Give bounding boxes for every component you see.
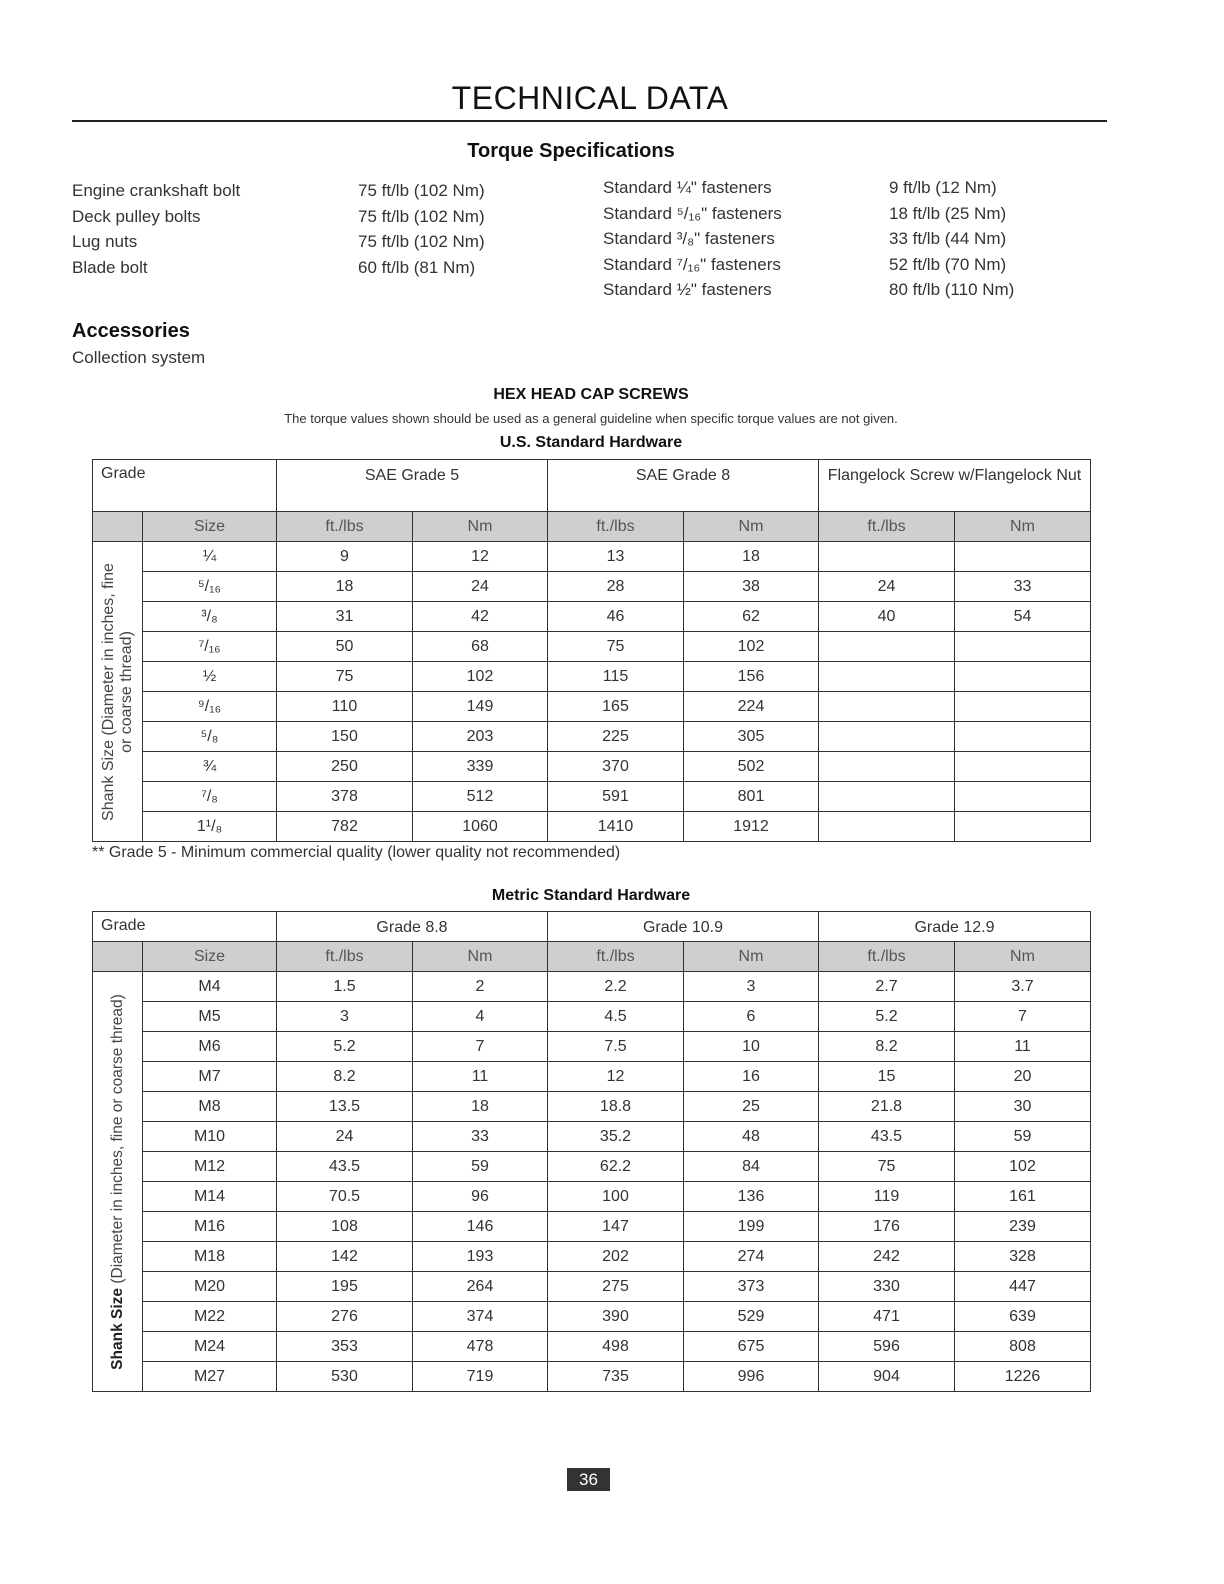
group-header-grade-8-8: Grade 8.8 bbox=[277, 912, 548, 942]
table-row bbox=[93, 632, 1091, 662]
size-cell: M5 bbox=[143, 1002, 277, 1032]
value-cell: 276 bbox=[277, 1302, 413, 1332]
subheader-nm: Nm bbox=[684, 512, 819, 542]
value-cell: 339 bbox=[413, 752, 548, 782]
value-cell bbox=[955, 542, 1091, 572]
value-cell: 40 bbox=[819, 602, 955, 632]
size-cell: M4 bbox=[143, 972, 277, 1002]
shank-size-side-label bbox=[93, 972, 143, 1392]
subheader-size: Size bbox=[143, 512, 277, 542]
value-cell: 156 bbox=[684, 662, 819, 692]
value-cell: 471 bbox=[819, 1302, 955, 1332]
size-cell: ⁹/₁₆ bbox=[143, 692, 277, 722]
value-cell bbox=[819, 662, 955, 692]
value-cell: 12 bbox=[413, 542, 548, 572]
value-cell: 33 bbox=[955, 572, 1091, 602]
table-row bbox=[93, 1002, 1091, 1032]
value-cell: 242 bbox=[819, 1242, 955, 1272]
torque-label: Standard ¼" fasteners bbox=[603, 178, 772, 197]
value-cell: 48 bbox=[684, 1122, 819, 1152]
value-cell: 904 bbox=[819, 1362, 955, 1392]
value-cell: 42 bbox=[413, 602, 548, 632]
value-cell: 8.2 bbox=[277, 1062, 413, 1092]
table-row bbox=[93, 812, 1091, 842]
value-cell: 378 bbox=[277, 782, 413, 812]
value-cell: 202 bbox=[548, 1242, 684, 1272]
torque-value: 75 ft/lb (102 Nm) bbox=[358, 232, 485, 251]
value-cell: 84 bbox=[684, 1152, 819, 1182]
torque-value: 18 ft/lb (25 Nm) bbox=[889, 203, 1007, 223]
shank-size-side-label bbox=[93, 542, 143, 842]
value-cell: 996 bbox=[684, 1362, 819, 1392]
group-header-sae-grade-5: SAE Grade 5 bbox=[277, 460, 548, 512]
table-row bbox=[93, 1152, 1091, 1182]
table-row bbox=[93, 1062, 1091, 1092]
value-cell: 115 bbox=[548, 662, 684, 692]
value-cell: 102 bbox=[955, 1152, 1091, 1182]
size-cell: ⁷/₁₆ bbox=[143, 632, 277, 662]
accessory-item: Collection system bbox=[72, 348, 206, 367]
value-cell: 161 bbox=[955, 1182, 1091, 1212]
size-cell: ⁵/₁₆ bbox=[143, 572, 277, 602]
value-cell: 102 bbox=[684, 632, 819, 662]
value-cell: 54 bbox=[955, 602, 1091, 632]
value-cell: 33 bbox=[413, 1122, 548, 1152]
subheader-ftlbs: ft./lbs bbox=[277, 942, 413, 972]
accessories-heading: Accessories bbox=[72, 320, 190, 342]
value-cell bbox=[955, 782, 1091, 812]
table-row bbox=[93, 692, 1091, 722]
table-row bbox=[93, 1092, 1091, 1122]
value-cell bbox=[819, 752, 955, 782]
value-cell: 50 bbox=[277, 632, 413, 662]
value-cell: 529 bbox=[684, 1302, 819, 1332]
value-cell: 675 bbox=[684, 1332, 819, 1362]
value-cell: 374 bbox=[413, 1302, 548, 1332]
value-cell bbox=[955, 752, 1091, 782]
value-cell: 119 bbox=[819, 1182, 955, 1212]
subheader-nm: Nm bbox=[413, 512, 548, 542]
value-cell: 330 bbox=[819, 1272, 955, 1302]
value-cell bbox=[955, 692, 1091, 722]
table-row bbox=[93, 1332, 1091, 1362]
value-cell: 18 bbox=[684, 542, 819, 572]
torque-value: 75 ft/lb (102 Nm) bbox=[358, 206, 485, 226]
table-row bbox=[93, 752, 1091, 782]
table-row bbox=[93, 1302, 1091, 1332]
value-cell: 203 bbox=[413, 722, 548, 752]
value-cell bbox=[819, 812, 955, 842]
metric-torque-table bbox=[92, 911, 1091, 1392]
value-cell: 46 bbox=[548, 602, 684, 632]
value-cell: 225 bbox=[548, 722, 684, 752]
size-cell: M6 bbox=[143, 1032, 277, 1062]
value-cell: 2.7 bbox=[819, 972, 955, 1002]
torque-left-values bbox=[358, 178, 485, 280]
value-cell: 96 bbox=[413, 1182, 548, 1212]
table-row bbox=[93, 1362, 1091, 1392]
value-cell: 108 bbox=[277, 1212, 413, 1242]
value-cell: 13.5 bbox=[277, 1092, 413, 1122]
subheader-nm: Nm bbox=[684, 942, 819, 972]
group-header-sae-grade-8: SAE Grade 8 bbox=[548, 460, 819, 512]
value-cell: 373 bbox=[684, 1272, 819, 1302]
value-cell: 782 bbox=[277, 812, 413, 842]
table-row bbox=[93, 542, 1091, 572]
value-cell: 719 bbox=[413, 1362, 548, 1392]
size-cell: ⁵/₈ bbox=[143, 722, 277, 752]
value-cell bbox=[819, 782, 955, 812]
value-cell: 59 bbox=[955, 1122, 1091, 1152]
value-cell: 7 bbox=[955, 1002, 1091, 1032]
subheader-ftlbs: ft./lbs bbox=[819, 942, 955, 972]
value-cell: 639 bbox=[955, 1302, 1091, 1332]
table-row bbox=[93, 782, 1091, 812]
value-cell: 264 bbox=[413, 1272, 548, 1302]
page-number: 36 bbox=[567, 1468, 610, 1491]
value-cell bbox=[955, 722, 1091, 752]
value-cell: 102 bbox=[413, 662, 548, 692]
value-cell: 8.2 bbox=[819, 1032, 955, 1062]
value-cell: 370 bbox=[548, 752, 684, 782]
title-divider bbox=[72, 120, 1107, 122]
torque-value: 33 ft/lb (44 Nm) bbox=[889, 229, 1007, 248]
value-cell bbox=[955, 662, 1091, 692]
size-cell: M16 bbox=[143, 1212, 277, 1242]
value-cell: 305 bbox=[684, 722, 819, 752]
grade-footnote: ** Grade 5 - Minimum commercial quality (lower quality not recommended) bbox=[92, 844, 621, 861]
subheader-ftlbs: ft./lbs bbox=[277, 512, 413, 542]
value-cell: 353 bbox=[277, 1332, 413, 1362]
torque-label: Standard ³/₈" fasteners bbox=[603, 229, 775, 248]
table-row bbox=[93, 1182, 1091, 1212]
value-cell: 18.8 bbox=[548, 1092, 684, 1122]
value-cell: 43.5 bbox=[819, 1122, 955, 1152]
table-row bbox=[93, 722, 1091, 752]
value-cell: 591 bbox=[548, 782, 684, 812]
value-cell: 18 bbox=[277, 572, 413, 602]
value-cell: 447 bbox=[955, 1272, 1091, 1302]
value-cell: 12 bbox=[548, 1062, 684, 1092]
side-label-bold: Shank Size bbox=[108, 1287, 126, 1370]
value-cell: 24 bbox=[277, 1122, 413, 1152]
value-cell: 62.2 bbox=[548, 1152, 684, 1182]
value-cell bbox=[955, 632, 1091, 662]
value-cell: 478 bbox=[413, 1332, 548, 1362]
value-cell: 275 bbox=[548, 1272, 684, 1302]
value-cell: 4 bbox=[413, 1002, 548, 1032]
value-cell: 239 bbox=[955, 1212, 1091, 1242]
size-cell: M20 bbox=[143, 1272, 277, 1302]
size-cell: M12 bbox=[143, 1152, 277, 1182]
value-cell: 6 bbox=[684, 1002, 819, 1032]
value-cell: 9 bbox=[277, 542, 413, 572]
value-cell: 530 bbox=[277, 1362, 413, 1392]
value-cell bbox=[819, 542, 955, 572]
size-cell: M27 bbox=[143, 1362, 277, 1392]
group-header-grade-10-9: Grade 10.9 bbox=[548, 912, 819, 942]
grade-header: Grade bbox=[93, 460, 277, 512]
value-cell bbox=[819, 632, 955, 662]
value-cell: 3 bbox=[277, 1002, 413, 1032]
size-cell: ⁷/₈ bbox=[143, 782, 277, 812]
value-cell: 2 bbox=[413, 972, 548, 1002]
value-cell: 25 bbox=[684, 1092, 819, 1122]
size-cell: M7 bbox=[143, 1062, 277, 1092]
torque-value: 9 ft/lb (12 Nm) bbox=[889, 178, 997, 197]
table-row bbox=[93, 972, 1091, 1002]
value-cell: 38 bbox=[684, 572, 819, 602]
table-row bbox=[93, 662, 1091, 692]
value-cell: 502 bbox=[684, 752, 819, 782]
value-cell: 70.5 bbox=[277, 1182, 413, 1212]
subheader-ftlbs: ft./lbs bbox=[548, 512, 684, 542]
value-cell: 596 bbox=[819, 1332, 955, 1362]
value-cell: 59 bbox=[413, 1152, 548, 1182]
us-torque-table bbox=[92, 459, 1091, 842]
torque-label: Standard ⁵/₁₆" fasteners bbox=[603, 203, 782, 223]
hex-head-cap-screws-heading: HEX HEAD CAP SCREWS bbox=[493, 386, 689, 403]
value-cell: 5.2 bbox=[819, 1002, 955, 1032]
value-cell: 193 bbox=[413, 1242, 548, 1272]
value-cell: 136 bbox=[684, 1182, 819, 1212]
value-cell: 30 bbox=[955, 1092, 1091, 1122]
group-header-grade-12-9: Grade 12.9 bbox=[819, 912, 1091, 942]
value-cell: 512 bbox=[413, 782, 548, 812]
value-cell: 2.2 bbox=[548, 972, 684, 1002]
size-cell: ¾ bbox=[143, 752, 277, 782]
value-cell: 149 bbox=[413, 692, 548, 722]
value-cell: 11 bbox=[413, 1062, 548, 1092]
size-cell: M18 bbox=[143, 1242, 277, 1272]
value-cell: 498 bbox=[548, 1332, 684, 1362]
torque-label: Standard ½" fasteners bbox=[603, 280, 772, 299]
value-cell: 142 bbox=[277, 1242, 413, 1272]
value-cell: 24 bbox=[819, 572, 955, 602]
value-cell: 199 bbox=[684, 1212, 819, 1242]
value-cell bbox=[955, 812, 1091, 842]
table-row bbox=[93, 572, 1091, 602]
value-cell: 165 bbox=[548, 692, 684, 722]
subheader-ftlbs: ft./lbs bbox=[819, 512, 955, 542]
torque-specifications-heading: Torque Specifications bbox=[467, 140, 675, 162]
torque-label: Standard ⁷/₁₆" fasteners bbox=[603, 254, 781, 274]
size-cell: M22 bbox=[143, 1302, 277, 1332]
value-cell: 68 bbox=[413, 632, 548, 662]
hex-guideline-note: The torque values shown should be used as a general guideline when specific torque values are not given. bbox=[284, 411, 898, 426]
size-cell: 1¹/₈ bbox=[143, 812, 277, 842]
torque-value: 60 ft/lb (81 Nm) bbox=[358, 257, 476, 277]
value-cell: 13 bbox=[548, 542, 684, 572]
value-cell: 31 bbox=[277, 602, 413, 632]
value-cell: 1410 bbox=[548, 812, 684, 842]
value-cell: 1226 bbox=[955, 1362, 1091, 1392]
table-row bbox=[93, 1032, 1091, 1062]
value-cell: 801 bbox=[684, 782, 819, 812]
side-label-line-2: or coarse thread) bbox=[117, 630, 135, 753]
value-cell: 24 bbox=[413, 572, 548, 602]
value-cell: 1912 bbox=[684, 812, 819, 842]
value-cell: 195 bbox=[277, 1272, 413, 1302]
value-cell: 150 bbox=[277, 722, 413, 752]
value-cell: 390 bbox=[548, 1302, 684, 1332]
size-cell: M14 bbox=[143, 1182, 277, 1212]
size-cell: M8 bbox=[143, 1092, 277, 1122]
value-cell bbox=[819, 722, 955, 752]
size-cell: M24 bbox=[143, 1332, 277, 1362]
value-cell: 75 bbox=[548, 632, 684, 662]
value-cell: 7.5 bbox=[548, 1032, 684, 1062]
value-cell: 35.2 bbox=[548, 1122, 684, 1152]
torque-label: Deck pulley bolts bbox=[72, 206, 201, 226]
subheader-ftlbs: ft./lbs bbox=[548, 942, 684, 972]
us-standard-hardware-heading: U.S. Standard Hardware bbox=[499, 434, 683, 451]
value-cell: 735 bbox=[548, 1362, 684, 1392]
value-cell: 75 bbox=[819, 1152, 955, 1182]
value-cell: 4.5 bbox=[548, 1002, 684, 1032]
value-cell: 15 bbox=[819, 1062, 955, 1092]
torque-right-labels bbox=[603, 175, 782, 303]
value-cell: 100 bbox=[548, 1182, 684, 1212]
value-cell: 20 bbox=[955, 1062, 1091, 1092]
size-cell: ½ bbox=[143, 662, 277, 692]
value-cell: 808 bbox=[955, 1332, 1091, 1362]
subheader-nm: Nm bbox=[955, 512, 1091, 542]
table-row bbox=[93, 602, 1091, 632]
size-cell: ¼ bbox=[143, 542, 277, 572]
page-title: TECHNICAL DATA bbox=[451, 80, 729, 116]
torque-value: 75 ft/lb (102 Nm) bbox=[358, 181, 485, 200]
subheader-blank bbox=[93, 942, 143, 972]
metric-standard-hardware-heading: Metric Standard Hardware bbox=[491, 887, 691, 904]
value-cell: 1060 bbox=[413, 812, 548, 842]
torque-value: 52 ft/lb (70 Nm) bbox=[889, 254, 1007, 274]
table-row bbox=[93, 1272, 1091, 1302]
group-header-flangelock: Flangelock Screw w/Flangelock Nut bbox=[819, 460, 1091, 512]
value-cell: 62 bbox=[684, 602, 819, 632]
value-cell: 176 bbox=[819, 1212, 955, 1242]
value-cell: 146 bbox=[413, 1212, 548, 1242]
value-cell: 147 bbox=[548, 1212, 684, 1242]
side-label-line-1: Shank Size (Diameter in inches, fine bbox=[99, 562, 117, 821]
value-cell: 75 bbox=[277, 662, 413, 692]
value-cell: 10 bbox=[684, 1032, 819, 1062]
value-cell: 18 bbox=[413, 1092, 548, 1122]
size-cell: ³/₈ bbox=[143, 602, 277, 632]
table-row bbox=[93, 1212, 1091, 1242]
value-cell: 28 bbox=[548, 572, 684, 602]
value-cell: 3.7 bbox=[955, 972, 1091, 1002]
side-label-rest: (Diameter in inches, fine or coarse thread) bbox=[108, 993, 126, 1284]
grade-header: Grade bbox=[93, 912, 277, 942]
table-row bbox=[93, 1122, 1091, 1152]
subheader-blank bbox=[93, 512, 143, 542]
value-cell: 110 bbox=[277, 692, 413, 722]
value-cell bbox=[819, 692, 955, 722]
value-cell: 5.2 bbox=[277, 1032, 413, 1062]
torque-label: Blade bolt bbox=[72, 257, 148, 277]
table-row bbox=[93, 1242, 1091, 1272]
value-cell: 43.5 bbox=[277, 1152, 413, 1182]
value-cell: 1.5 bbox=[277, 972, 413, 1002]
value-cell: 3 bbox=[684, 972, 819, 1002]
value-cell: 11 bbox=[955, 1032, 1091, 1062]
value-cell: 16 bbox=[684, 1062, 819, 1092]
torque-label: Lug nuts bbox=[72, 232, 138, 251]
torque-left-labels bbox=[72, 178, 240, 280]
value-cell: 328 bbox=[955, 1242, 1091, 1272]
torque-right-values bbox=[889, 175, 1014, 303]
value-cell: 250 bbox=[277, 752, 413, 782]
value-cell: 21.8 bbox=[819, 1092, 955, 1122]
torque-value: 80 ft/lb (110 Nm) bbox=[889, 280, 1015, 299]
subheader-nm: Nm bbox=[413, 942, 548, 972]
size-cell: M10 bbox=[143, 1122, 277, 1152]
subheader-size: Size bbox=[143, 942, 277, 972]
value-cell: 274 bbox=[684, 1242, 819, 1272]
subheader-nm: Nm bbox=[955, 942, 1091, 972]
value-cell: 7 bbox=[413, 1032, 548, 1062]
torque-label: Engine crankshaft bolt bbox=[72, 181, 241, 200]
value-cell: 224 bbox=[684, 692, 819, 722]
